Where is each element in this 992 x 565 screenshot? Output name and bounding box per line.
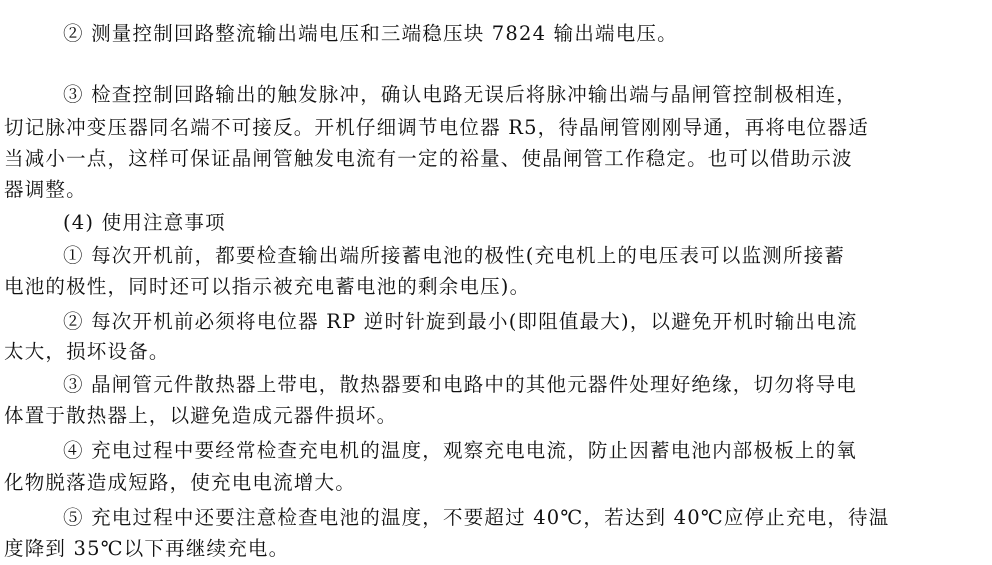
text-line: ⑤ 充电过程中还要注意检查电池的温度，不要超过 40℃，若达到 40℃应停止充电，待温 [63,506,890,529]
text-line: 太大，损坏设备。 [4,340,170,363]
section-heading: (4) 使用注意事项 [63,211,226,234]
text-line: 体置于散热器上，以避免造成元器件损坏。 [4,404,398,427]
text-line: 化物脱落造成短路，使充电电流增大。 [4,471,356,494]
text-line: 电池的极性，同时还可以指示被充电蓄电池的剩余电压)。 [4,275,531,298]
text-line: ③ 检查控制回路输出的触发脉冲，确认电路无误后将脉冲输出端与晶闸管控制极相连， [63,83,857,106]
text-line: ① 每次开机前，都要检查输出端所接蓄电池的极性(充电机上的电压表可以监测所接蓄 [63,244,846,267]
text-line: ④ 充电过程中要经常检查充电机的温度，观察充电电流，防止因蓄电池内部极板上的氧 [63,439,857,462]
text-line: ② 每次开机前必须将电位器 RP 逆时针旋到最小(即阻值最大)，以避免开机时输出电流 [63,310,858,333]
text-line: ③ 晶闸管元件散热器上带电，散热器要和电路中的其他元器件处理好绝缘，切勿将导电 [63,373,857,396]
text-line: ② 测量控制回路整流输出端电压和三端稳压块 7824 输出端电压。 [63,22,678,45]
text-line: 度降到 35℃以下再继续充电。 [4,537,290,560]
text-line: 切记脉冲变压器同名端不可接反。开机仔细调节电位器 R5，待晶闸管刚刚导通，再将电位器适 [4,116,869,139]
text-line: 器调整。 [4,178,87,201]
text-line: 当减小一点，这样可保证晶闸管触发电流有一定的裕量、使晶闸管工作稳定。也可以借助示波 [4,147,853,170]
